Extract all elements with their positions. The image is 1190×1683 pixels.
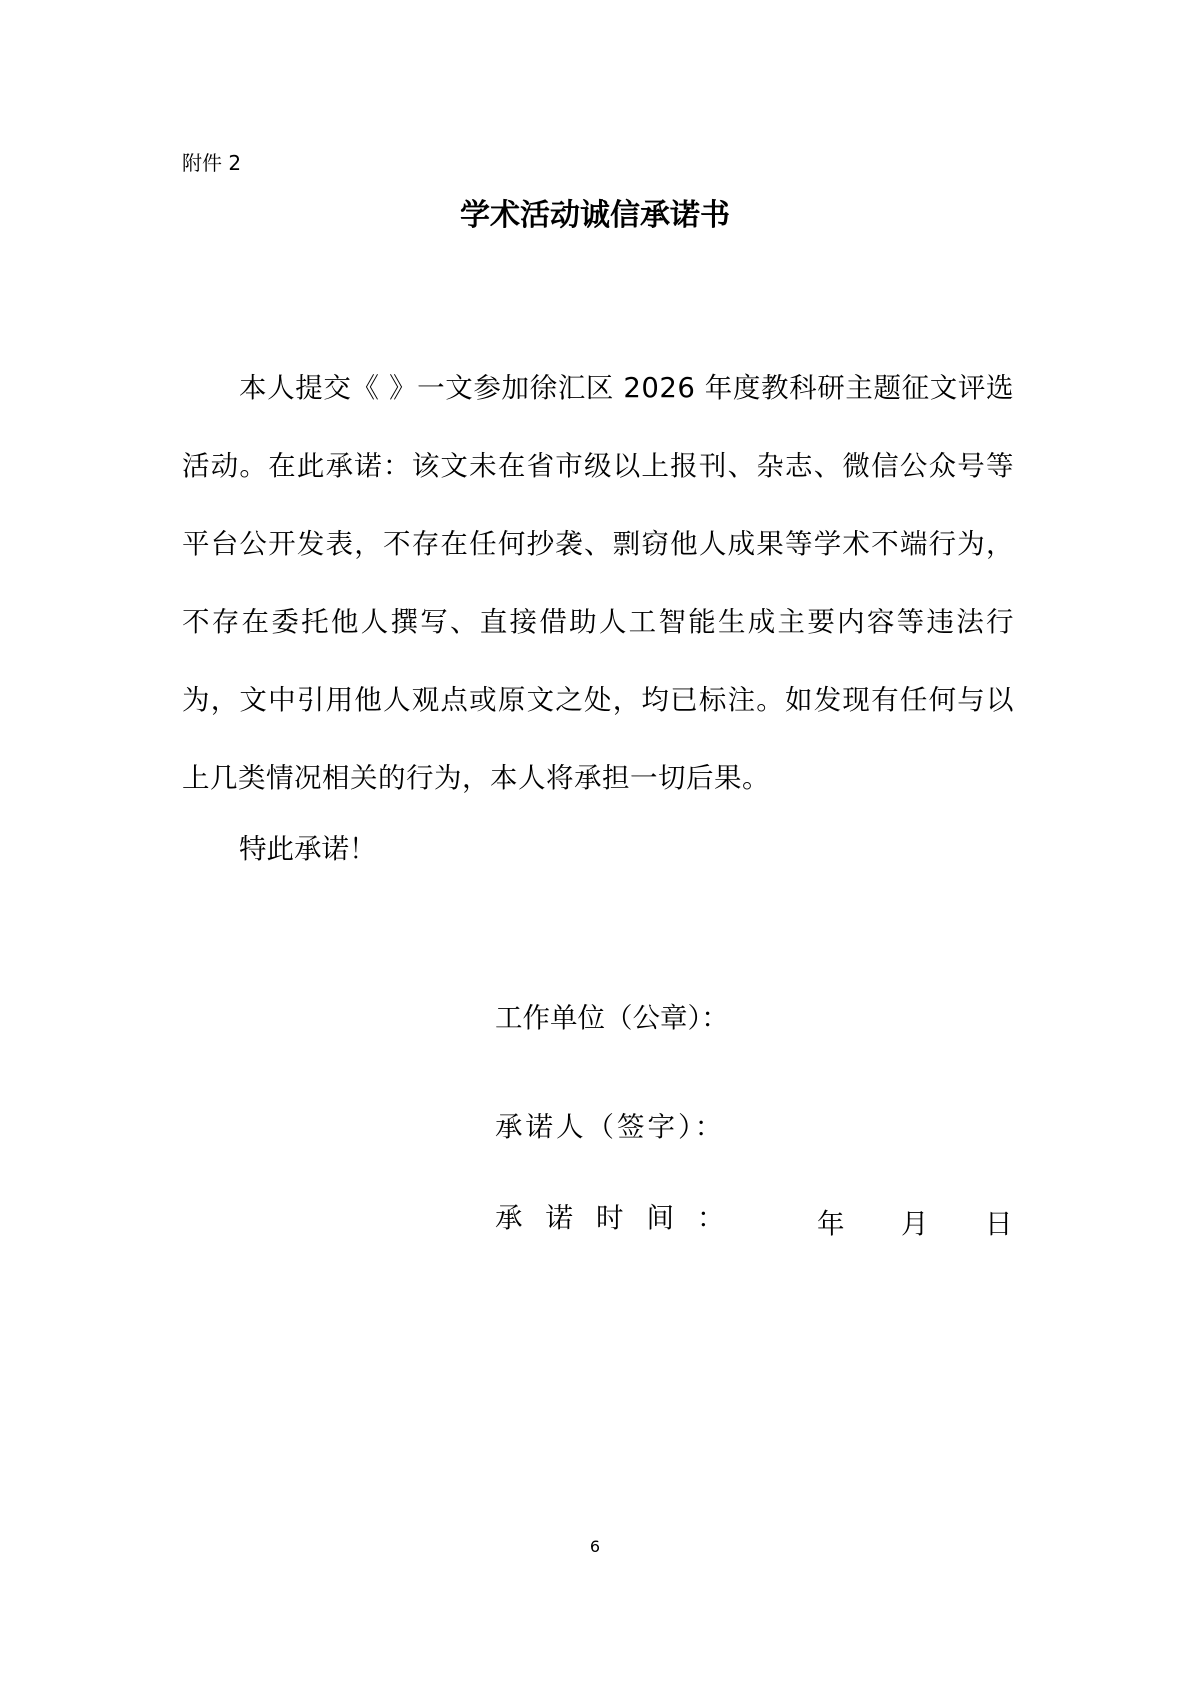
pledger-label: 承诺人（签字）：	[495, 1111, 726, 1143]
page-title: 学术活动诚信承诺书	[460, 198, 730, 233]
page-number: 6	[589, 1537, 601, 1556]
pledge-paragraph: 本人提交《 》一文参加徐汇区 2026 年度教科研主题征文评选活动。在此承诺：该文未在省市级以上报刊、杂志、微信公众号等平台公开发表，不存在任何抄袭、剽窃他人成果等学术不端行为，不存在委托他人撰写、直接借助人工智能生成主要内容等违法行为，文中引用他人观点或原文之处，均已标注。如发现有任何与以上几类情况相关的行为，本人将承担一切后果。	[182, 372, 1014, 794]
work-unit-label: 工作单位（公章）：	[495, 1002, 729, 1034]
pledge-time-label: 承诺时间：	[495, 1202, 748, 1234]
attachment-label: 附件 2	[182, 151, 242, 175]
date-year-label: 年	[817, 1208, 845, 1240]
date-month-label: 月	[901, 1208, 929, 1240]
closing-statement: 特此承诺！	[239, 833, 377, 865]
date-day-label: 日	[985, 1208, 1013, 1240]
